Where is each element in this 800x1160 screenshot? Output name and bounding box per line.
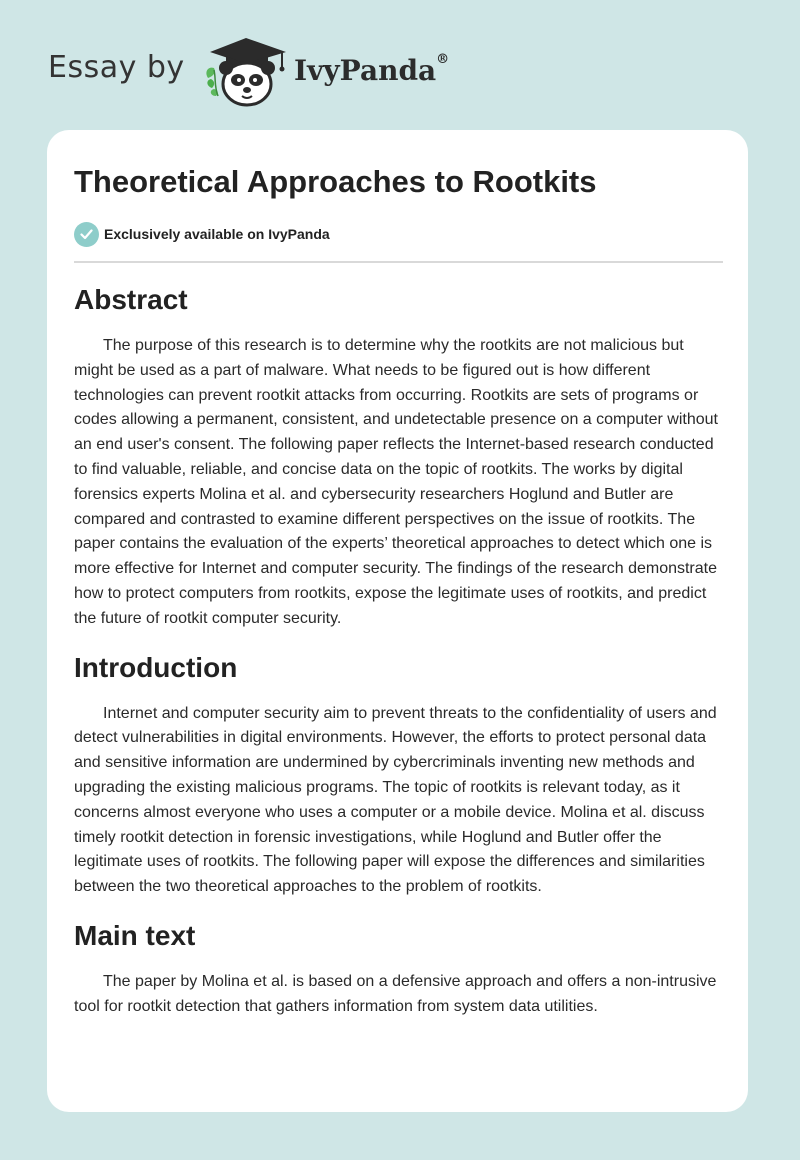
section-body-abstract: The purpose of this research is to determine why the rootkits are not malicious but might be used as a part of malware. What needs to be figured out is how different technologies can prevent rootkit attacks from occurring. Rootkits are sets of programs or codes allowing a permanent, consistent, and undetectable presence on a computer without an end user's consent. The following paper reflects the Internet-based research conducted to find valuable, reliable, and concise data on the topic of rootkits. The works by digital forensics experts Molina et al. and cybersecurity researchers Hoglund and Butler are compared and contrasted to examine different perspectives on the issue of rootkits. The paper contains the evaluation of the experts’ theoretical approaches to detect which one is more effective for Internet and computer security. The findings of the research demonstrate how to protect computers from rootkits, expose the legitimate uses of rootkits, and predict the future of rootkit computer security. xyxy=(74,337,718,627)
page-title: Theoretical Approaches to Rootkits xyxy=(74,164,597,199)
section-heading-abstract: Abstract xyxy=(74,284,188,315)
ivypanda-logo-icon[interactable] xyxy=(202,34,290,110)
essay-by-label: Essay by xyxy=(48,50,185,85)
exclusive-badge xyxy=(74,221,330,247)
essay-card xyxy=(47,130,748,1112)
section-heading-introduction: Introduction xyxy=(74,651,238,683)
divider xyxy=(74,261,723,263)
site-header xyxy=(48,34,648,110)
section-body-main-text: The paper by Molina et al. is based on a defensive approach and offers a non-intrusive tool for rootkit detection that gathers information from system data utilities. xyxy=(74,972,717,1015)
badge-text: Exclusively available on IvyPanda xyxy=(104,226,330,242)
section-heading-main-text: Main text xyxy=(74,919,196,951)
check-icon xyxy=(74,222,99,247)
section-body-introduction: Internet and computer security aim to prevent threats to the confidentiality of users and detect vulnerabilities in digital environments. However, the efforts to protect personal data and sensitive information are undermined by cybercriminals inventing new methods and upgrading the existing malicious programs. The topic of rootkits is relevant today, as it concerns almost everyone who uses a computer or a mobile device. Molina et al. discuss timely rootkit detection in forensic investigations, while Hoglund and Butler offer the legitimate uses of rootkits. The following paper will expose the differences and similarities between the two theoretical approaches to the problem of rootkits. xyxy=(74,704,717,896)
article-content xyxy=(74,282,724,1020)
brand-name[interactable]: IvyPanda® xyxy=(294,52,450,87)
